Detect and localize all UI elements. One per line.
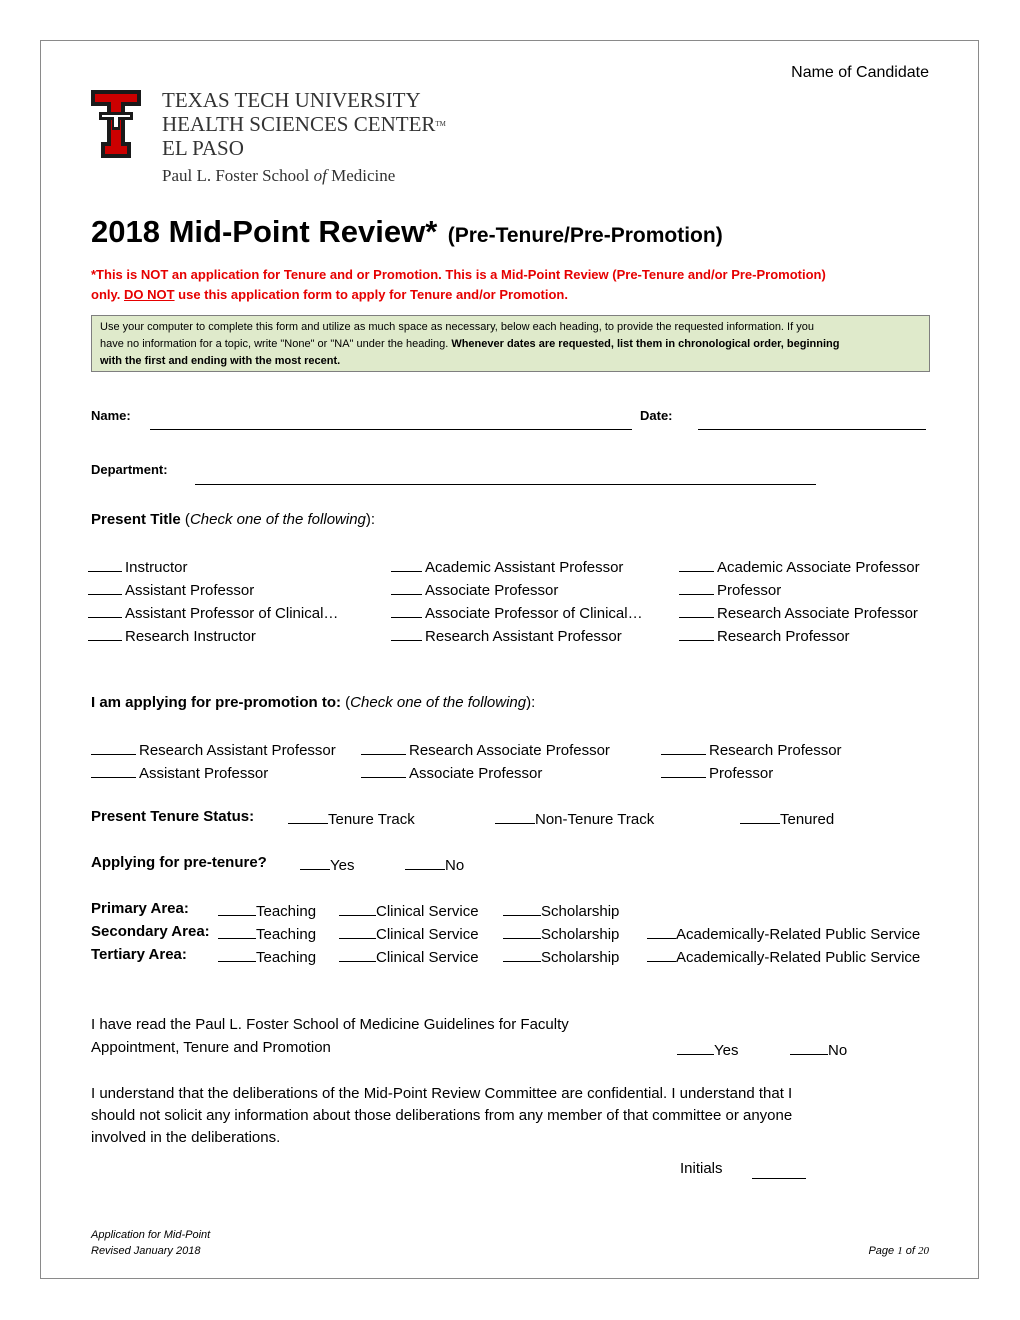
title-sub: (Pre-Tenure/Pre-Promotion) <box>447 224 723 247</box>
date-label: Date: <box>640 408 673 423</box>
tenure-status-option[interactable] <box>740 808 834 828</box>
option-label: Clinical Service <box>376 903 479 920</box>
present-title-label: Present Title <box>91 511 181 528</box>
guidelines-line-2: Appointment, Tenure and Promotion <box>91 1039 331 1056</box>
area-option[interactable] <box>503 946 619 966</box>
option-label: Teaching <box>256 949 317 966</box>
title-option[interactable] <box>679 625 850 645</box>
name-label: Name: <box>91 408 131 423</box>
option-label: Teaching <box>256 903 317 920</box>
title-option[interactable] <box>391 579 558 599</box>
pre-promotion-label: I am applying for pre-promotion to: <box>91 694 341 711</box>
checkbox-blank[interactable] <box>218 923 256 939</box>
area-option[interactable] <box>218 946 316 966</box>
logo-school-of: of <box>313 166 327 185</box>
title-option[interactable] <box>679 579 781 599</box>
area-option[interactable] <box>218 923 316 943</box>
checkbox-blank[interactable] <box>647 946 676 962</box>
option-label: Research Associate Professor <box>409 742 610 759</box>
title-option[interactable] <box>88 602 338 622</box>
option-label: Tenured <box>780 811 835 828</box>
area-option[interactable] <box>339 946 479 966</box>
guidelines-yes-option[interactable] <box>677 1039 738 1059</box>
area-option[interactable] <box>647 923 920 943</box>
pre-tenure-label: Applying for pre-tenure? <box>91 854 267 871</box>
instructions-line-2 <box>100 336 921 353</box>
promotion-option[interactable] <box>661 762 773 782</box>
title-option[interactable] <box>88 556 188 576</box>
checkbox-blank[interactable] <box>88 602 122 618</box>
checkbox-blank[interactable] <box>88 625 122 641</box>
area-option[interactable] <box>339 923 479 943</box>
logo-tm: TM <box>435 120 446 128</box>
checkbox-blank[interactable] <box>391 579 422 595</box>
area-option[interactable] <box>339 900 479 920</box>
option-label: Research Assistant Professor <box>139 742 336 759</box>
checkbox-blank[interactable] <box>679 602 714 618</box>
title-option[interactable] <box>391 625 622 645</box>
disclaimer-line-1: *This is NOT an application for Tenure and or Promotion. This is a Mid-Point Review (Pre-Tenure and/or Pre-Promotion) <box>91 267 826 282</box>
department-label: Department: <box>91 462 168 477</box>
pre-promotion-hint: Check one of the following <box>350 694 527 711</box>
pre-tenure-option[interactable] <box>300 854 354 874</box>
promotion-option[interactable] <box>361 762 542 782</box>
hint-open: ( <box>341 694 351 711</box>
checkbox-blank[interactable] <box>790 1039 828 1055</box>
checkbox-blank[interactable] <box>503 946 541 962</box>
name-field[interactable] <box>150 429 632 430</box>
option-label: Professor <box>717 582 782 599</box>
instructions-bold: Whenever dates are requested, list them in chronological order, beginning <box>451 338 840 350</box>
area-option[interactable] <box>503 923 619 943</box>
pre-tenure-option[interactable] <box>405 854 464 874</box>
promotion-option[interactable] <box>661 739 842 759</box>
pre-promotion-heading <box>91 694 535 711</box>
double-t-icon <box>91 90 141 158</box>
checkbox-blank[interactable] <box>405 854 445 870</box>
checkbox-blank[interactable] <box>679 556 714 572</box>
checkbox-blank[interactable] <box>677 1039 714 1055</box>
logo-school-name <box>162 166 395 186</box>
checkbox-blank[interactable] <box>361 739 406 755</box>
option-label: Assistant Professor <box>139 765 269 782</box>
option-label: Teaching <box>256 926 317 943</box>
checkbox-blank[interactable] <box>91 762 136 778</box>
logo-line-2-text: HEALTH SCIENCES CENTER <box>162 112 436 136</box>
checkbox-blank[interactable] <box>300 854 330 870</box>
title-option[interactable] <box>88 625 256 645</box>
checkbox-blank[interactable] <box>503 900 541 916</box>
checkbox-blank[interactable] <box>503 923 541 939</box>
title-main: 2018 Mid-Point Review* <box>91 214 438 249</box>
logo-line-1: TEXAS TECH UNIVERSITY <box>162 88 421 112</box>
checkbox-blank[interactable] <box>391 556 422 572</box>
checkbox-blank[interactable] <box>647 923 676 939</box>
instructions-plain: have no information for a topic, write "None" or "NA" under the heading. <box>100 338 452 350</box>
checkbox-blank[interactable] <box>339 946 376 962</box>
checkbox-blank[interactable] <box>218 900 256 916</box>
option-label: Research Instructor <box>125 628 256 645</box>
page-pre: Page <box>868 1245 898 1257</box>
option-label: Research Associate Professor <box>717 605 918 622</box>
checkbox-blank[interactable] <box>88 579 122 595</box>
footer-line-2: Revised January 2018 <box>91 1245 201 1257</box>
guidelines-line-1: I have read the Paul L. Foster School of Medicine Guidelines for Faculty <box>91 1016 569 1033</box>
checkbox-blank[interactable] <box>391 625 422 641</box>
checkbox-blank[interactable] <box>361 762 406 778</box>
page-current: 1 <box>897 1245 903 1257</box>
checkbox-blank[interactable] <box>88 556 122 572</box>
option-label: No <box>828 1042 848 1059</box>
confidential-line-1: I understand that the deliberations of the Mid-Point Review Committee are confidential. I understand that I <box>91 1085 793 1102</box>
option-label: Professor <box>709 765 774 782</box>
promotion-option[interactable] <box>361 739 610 759</box>
present-title-heading <box>91 511 375 528</box>
candidate-name-label: Name of Candidate <box>791 64 929 81</box>
title-option[interactable] <box>679 556 920 576</box>
checkbox-blank[interactable] <box>740 808 780 824</box>
checkbox-blank[interactable] <box>288 808 328 824</box>
instructions-line-1: Use your computer to complete this form and utilize as much space as necessary, below each heading, to provide the requested information. If you <box>100 321 814 333</box>
instructions-box <box>91 315 930 372</box>
secondary-area-label: Secondary Area: <box>91 923 210 940</box>
disclaimer-line-2 <box>91 287 568 302</box>
page-total: 20 <box>918 1245 929 1257</box>
option-label: Research Professor <box>717 628 850 645</box>
area-option[interactable] <box>218 900 316 920</box>
guidelines-no-option[interactable] <box>790 1039 847 1059</box>
option-label: Academically-Related Public Service <box>676 949 921 966</box>
checkbox-blank[interactable] <box>661 762 706 778</box>
option-label: Research Professor <box>709 742 842 759</box>
option-label: Associate Professor <box>409 765 543 782</box>
option-label: Instructor <box>125 559 188 576</box>
option-label: Clinical Service <box>376 926 479 943</box>
option-label: Yes <box>330 857 355 874</box>
tertiary-area-label: Tertiary Area: <box>91 946 187 963</box>
option-label: Tenure Track <box>328 811 415 828</box>
option-label: Scholarship <box>541 903 620 920</box>
logo-line-2 <box>162 112 446 136</box>
logo-school-pre: Paul L. Foster School <box>162 166 314 185</box>
tenure-status-label: Present Tenure Status: <box>91 808 255 825</box>
initials-label: Initials <box>680 1160 723 1177</box>
option-label: Academic Assistant Professor <box>425 559 624 576</box>
checkbox-blank[interactable] <box>391 602 422 618</box>
primary-area-label: Primary Area: <box>91 900 189 917</box>
checkbox-blank[interactable] <box>679 625 714 641</box>
option-label: Yes <box>714 1042 739 1059</box>
present-title-hint: Check one of the following <box>189 511 366 528</box>
promotion-option[interactable] <box>91 739 336 759</box>
page-number <box>868 1245 929 1257</box>
checkbox-blank[interactable] <box>495 808 535 824</box>
option-label: Academically-Related Public Service <box>676 926 921 943</box>
date-field[interactable] <box>698 429 926 430</box>
logo-line-3: EL PASO <box>162 136 244 160</box>
option-label: No <box>445 857 465 874</box>
checkbox-blank[interactable] <box>679 579 714 595</box>
option-label: Assistant Professor of Clinical… <box>125 605 339 622</box>
page-mid: of <box>902 1245 918 1257</box>
title-option[interactable] <box>88 579 254 599</box>
checkbox-blank[interactable] <box>91 739 136 755</box>
option-label: Scholarship <box>541 926 620 943</box>
initials-field[interactable] <box>752 1178 806 1179</box>
do-not-emphasis: DO NOT <box>123 287 175 302</box>
area-option[interactable] <box>647 946 920 966</box>
ttuhsc-logo <box>91 88 491 188</box>
option-label: Academic Associate Professor <box>717 559 920 576</box>
confidential-line-3: involved in the deliberations. <box>91 1129 281 1146</box>
promotion-option[interactable] <box>91 762 268 782</box>
checkbox-blank[interactable] <box>661 739 706 755</box>
title-option[interactable] <box>391 556 623 576</box>
logo-school-post: Medicine <box>326 166 396 185</box>
title-option[interactable] <box>391 602 643 622</box>
footer-line-1: Application for Mid-Point <box>91 1229 211 1241</box>
hint-close: ): <box>365 511 376 528</box>
page-title <box>91 214 723 250</box>
disclaimer-post: use this application form to apply for Tenure and/or Promotion. <box>174 287 568 302</box>
checkbox-blank[interactable] <box>218 946 256 962</box>
tenure-status-option[interactable] <box>495 808 654 828</box>
area-option[interactable] <box>503 900 619 920</box>
option-label: Assistant Professor <box>125 582 255 599</box>
option-label: Associate Professor <box>425 582 559 599</box>
disclaimer-pre: only. <box>91 287 124 302</box>
option-label: Scholarship <box>541 949 620 966</box>
department-field[interactable] <box>195 484 816 485</box>
option-label: Clinical Service <box>376 949 479 966</box>
hint-close: ): <box>526 694 536 711</box>
option-label: Associate Professor of Clinical… <box>425 605 643 622</box>
checkbox-blank[interactable] <box>339 900 376 916</box>
hint-open: ( <box>180 511 190 528</box>
title-option[interactable] <box>679 602 918 622</box>
confidential-line-2: should not solicit any information about those deliberations from any member of that committee or anyone <box>91 1107 793 1124</box>
option-label: Non-Tenure Track <box>535 811 655 828</box>
tenure-status-option[interactable] <box>288 808 415 828</box>
instructions-line-3: with the first and ending with the most recent. <box>100 355 341 367</box>
option-label: Research Assistant Professor <box>425 628 622 645</box>
checkbox-blank[interactable] <box>339 923 376 939</box>
